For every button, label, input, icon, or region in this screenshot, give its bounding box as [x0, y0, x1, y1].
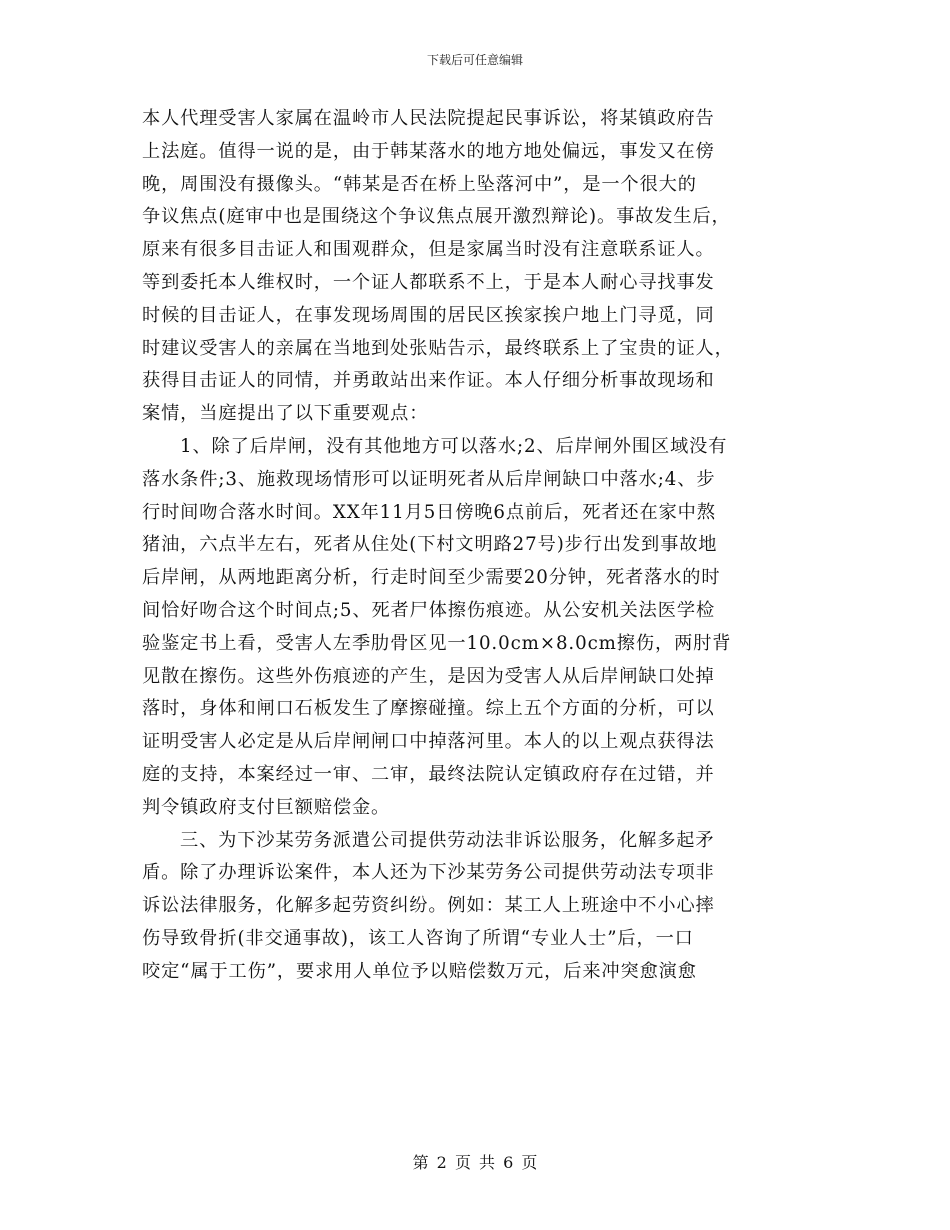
text-line-first: 1、除了后岸闸，没有其他地方可以落水;2、后岸闸外围区域没有 — [180, 435, 728, 457]
text-line: 时候的目击证人，在事发现场周围的居民区挨家挨户地上门寻觅，同 — [142, 304, 715, 326]
text-line: 猪油，六点半左右，死者从住处(下村文明路27号)步行出发到事故地 — [142, 534, 718, 556]
text-line: 原来有很多目击证人和围观群众，但是家属当时没有注意联系证人。 — [142, 239, 715, 261]
text-line: 晚，周围没有摄像头。“韩某是否在桥上坠落河中”，是一个很大的 — [142, 173, 697, 195]
text-line: 咬定“属于工伤”，要求用人单位予以赔偿数万元，后来冲突愈演愈 — [142, 960, 697, 982]
text-line: 证明受害人必定是从后岸闸闸口中掉落河里。本人的以上观点获得法 — [142, 731, 715, 753]
text-line: 案情，当庭提出了以下重要观点： — [142, 403, 429, 425]
text-line: 伤导致骨折(非交通事故)，该工人咨询了所谓“专业人士”后，一口 — [142, 927, 694, 949]
text-line: 诉讼法律服务，化解多起劳资纠纷。例如：某工人上班途中不小心摔 — [142, 895, 715, 917]
document-body — [142, 103, 808, 989]
text-line: 时建议受害人的亲属在当地到处张贴告示，最终联系上了宝贵的证人， — [142, 337, 734, 359]
text-line: 盾。除了办理诉讼案件，本人还为下沙某劳务公司提供劳动法专项非 — [142, 862, 715, 884]
page-header: 下载后可任意编辑 — [426, 53, 523, 67]
text-line: 获得目击证人的同情，并勇敢站出来作证。本人仔细分析事故现场和 — [142, 370, 715, 392]
text-line: 判令镇政府支付巨额赔偿金。 — [142, 796, 391, 818]
text-line: 上法庭。值得一说的是，由于韩某落水的地方地处偏远，事发又在傍 — [142, 140, 715, 162]
text-line: 本人代理受害人家属在温岭市人民法院提起民事诉讼，将某镇政府告 — [142, 108, 715, 129]
text-line: 落水条件;3、施救现场情形可以证明死者从后岸闸缺口中落水;4、步 — [142, 468, 716, 490]
text-line: 间恰好吻合这个时间点;5、死者尸体擦伤痕迹。从公安机关法医学检 — [142, 599, 716, 621]
text-line: 见散在擦伤。这些外伤痕迹的产生，是因为受害人从后岸闸缺口处掉 — [142, 665, 715, 687]
paragraph-3 — [142, 825, 808, 989]
paragraph-1 — [142, 103, 808, 431]
paragraph-2 — [142, 431, 808, 825]
text-line: 等到委托本人维权时，一个证人都联系不上，于是本人耐心寻找事发 — [142, 271, 715, 293]
text-line: 庭的支持，本案经过一审、二审，最终法院认定镇政府存在过错，并 — [142, 763, 715, 785]
text-line-first: 三、为下沙某劳务派遣公司提供劳动法非诉讼服务，化解多起矛 — [180, 829, 715, 851]
page-number: 第 2 页 共 6 页 — [412, 1153, 538, 1172]
text-line: 后岸闸，从两地距离分析，行走时间至少需要20分钟，死者落水的时 — [142, 567, 721, 589]
text-line: 行时间吻合落水时间。XX年11月5日傍晚6点前后，死者还在家中熬 — [142, 501, 716, 523]
text-line: 争议焦点(庭审中也是围绕这个争议焦点展开激烈辩论)。事故发生后， — [142, 206, 731, 228]
text-line: 验鉴定书上看，受害人左季肋骨区见一10.0cm×8.0cm擦伤，两肘背 — [142, 632, 732, 654]
text-line: 落时，身体和闸口石板发生了摩擦碰撞。综上五个方面的分析，可以 — [142, 698, 715, 720]
